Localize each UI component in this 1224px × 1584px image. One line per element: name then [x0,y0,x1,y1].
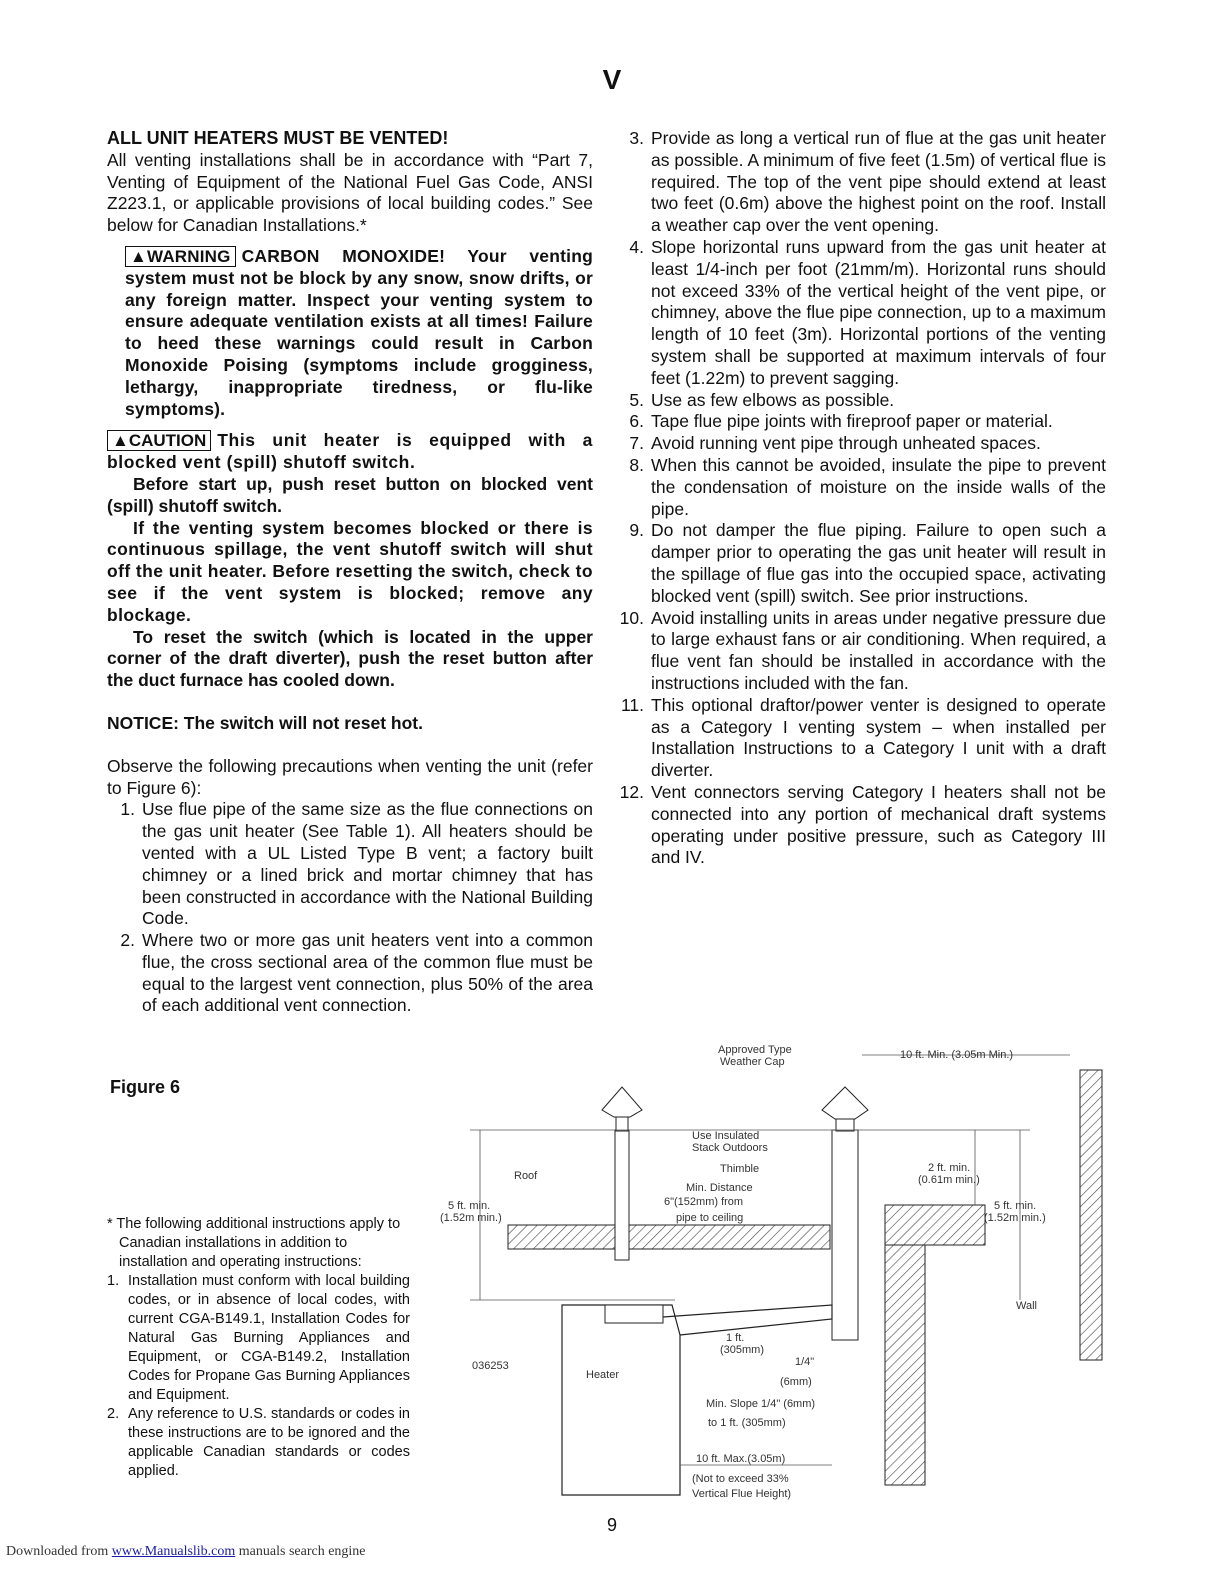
list-item: 6. Tape flue pipe joints with fireproof paper or material. [629,411,1053,432]
vent-connector [663,1305,832,1335]
canadian-footnote [107,1215,410,1481]
download-suffix: manuals search engine [238,1544,366,1559]
caution-block [107,430,593,474]
heater-body [562,1305,680,1495]
manualslib-link[interactable]: www.Manualslib.com [111,1544,236,1559]
warning-text: CARBON MONOXIDE! Your venting system must not be block by any snow, snow drifts, or any foreign matter. Inspect your venting system to ensure adequate ventilation exists at all times! Failure to heed these warnings could result in Carbon Monoxide Poising (symptoms include grogginess, lethargy, inappropriate tiredness, or flu-like symptoms). [125,245,593,419]
notice: NOTICE: The switch will not reset hot. [107,712,423,733]
list-item: 9. Do not damper the flue piping. Failure to open such a damper prior to operating the gas unit heater will result in the spillage of flue gas into the occupied space, activating blocked vent (spill) switch. See prior instructions. [629,520,1106,606]
list-item: 7. Avoid running vent pipe through unheated spaces. [629,433,1041,454]
label-two-ft: 2 ft. min. [928,1162,971,1174]
right-weather-cap [822,1087,868,1119]
label-six-in: 6"(152mm) from [664,1196,744,1208]
precautions-list-left [107,799,593,1017]
label-five-ft-right-m: (1.52m min.) [984,1212,1046,1224]
wall [1080,1070,1102,1360]
venting-intro: All venting installations shall be in accordance with “Part 7, Venting of Equipment of the National Fuel Gas Code, ANSI Z223.1, or applicable provisions of local building codes.” See below for Canadian Installations.* [107,149,593,236]
building-block [885,1205,985,1245]
label-min-slope: Min. Slope 1/4" (6mm) [706,1398,816,1410]
label-five-ft-right: 5 ft. min. [994,1200,1037,1212]
footnote-list [107,1272,410,1481]
observe-text: Observe the following precautions when venting the unit (refer to Figure 6): [107,755,593,798]
venting-heading: ALL UNIT HEATERS MUST BE VENTED! [107,128,449,148]
roof-slab [508,1225,830,1249]
list-item: 2. Any reference to U.S. standards or codes in these instructions are to be ignored and the applicable Canadian standards or codes applied. [107,1406,410,1479]
caution-startup: Before start up, push reset button on blocked vent (spill) shutoff switch. [107,473,593,516]
list-item: 2. Where two or more gas unit heaters vent into a common flue, the cross sectional area of the common flue must be equal to the largest vent connection, plus 50% of the area of each additional vent connection. [120,930,593,1016]
left-weather-cap [602,1087,642,1117]
label-five-ft-left-m: (1.52m min.) [440,1212,502,1224]
label-pipe-to-ceiling: pipe to ceiling [676,1212,744,1224]
caution-blocked: If the venting system becomes blocked or there is continuous spillage, the vent shutoff switch will shut off the unit heater. Before resetting the switch, check to see if the vent system is blocked; remove any blockage. [107,517,593,625]
download-footer [6,1544,366,1560]
label-ten-max: 10 ft. Max.(3.05m) [696,1453,786,1465]
label-five-ft-left: 5 ft. min. [448,1200,491,1212]
label-wall: Wall [1016,1300,1037,1312]
left-vent-pipe [615,1130,629,1260]
list-item: 3. Provide as long a vertical run of flue at the gas unit heater as possible. A minimum of five feet (1.5m) of vertical flue is required. The top of the vent pipe should extend at least two feet (0.6m) above the highest point on the roof. Install a weather cap over the vent opening. [629,128,1106,236]
right-vent-pipe [832,1130,858,1340]
label-one-ft-m: (305mm) [720,1344,765,1356]
label-code: 036253 [472,1360,509,1372]
list-item: 5. Use as few elbows as possible. [629,389,895,410]
label-six-mm: (6mm) [780,1376,812,1388]
label-weather-cap: Weather Cap [720,1056,785,1068]
label-min-distance: Min. Distance [686,1182,753,1194]
label-roof: Roof [514,1170,538,1182]
warning-block [125,246,593,420]
warning-badge: ▲WARNING [125,246,236,267]
list-item: 12. Vent connectors serving Category I heaters shall not be connected into any portion of mechanical draft systems operating under positive pressure, such as Category III and IV. [619,781,1106,868]
list-item: 1. Installation must conform with local building codes, or in absence of local codes, with current CGA-B149.1, Installation Codes for Natural Gas Burning Appliances and Equipment, or CGA-B149.2, Installation Codes for Propane Gas Burning Appliances and Equipment. [107,1273,410,1403]
list-item: 1. Use flue pipe of the same size as the flue connections on the gas unit heater (See Table 1). All heaters should be vented with a UL Listed Type B vent; a factory built chimney or a lined brick and mortar chimney that has been constructed in accordance with the National Building Code. [120,799,593,929]
label-thimble: Thimble [720,1163,760,1175]
label-stack-outdoors: Stack Outdoors [692,1142,768,1154]
label-approved: Approved Type [718,1044,792,1056]
download-prefix: Downloaded from [6,1544,109,1559]
list-item: 8. When this cannot be avoided, insulate the pipe to prevent the condensation of moisture on the inside walls of the pipe. [629,454,1106,519]
section-title: V [602,64,622,95]
label-heater: Heater [586,1369,620,1381]
footnote-intro: * The following additional instructions apply to Canadian installations in addition to installation and operating instructions: [107,1216,401,1270]
building-column [885,1245,925,1485]
label-two-ft-m: (0.61m min.) [918,1174,980,1186]
label-not-exceed: (Not to exceed 33% [692,1473,789,1485]
label-ten-min: 10 ft. Min. (3.05m Min.) [900,1049,1014,1061]
caution-badge: ▲CAUTION [107,430,211,451]
label-use-insulated: Use Insulated [692,1130,760,1142]
label-one-ft: 1 ft. [726,1332,745,1344]
precautions-list-right [616,128,1106,869]
page-number: 9 [606,1515,617,1535]
caution-reset: To reset the switch (which is located in the upper corner of the draft diverter), push the reset button after the duct furnace has cooled down. [107,626,593,691]
figure-label: Figure 6 [110,1077,181,1097]
right-column [616,128,1106,869]
label-quarter: 1/4" [795,1356,815,1368]
list-item: 4. Slope horizontal runs upward from the gas unit heater at least 1/4-inch per foot (21mm/m). Horizontal runs should not exceed 33% of the vertical height of the vent pipe, or chimney, above the flue pipe connection, up to a maximum length of 10 feet (3m). Horizontal portions of the venting system shall be supported at maximum intervals of four feet (1.22m) to prevent sagging. [629,236,1106,388]
venting-diagram [430,1035,1110,1505]
list-item: 10. Avoid installing units in areas under negative pressure due to large exhaust fans or air conditioning. When required, a flue vent fan should be installed in accordance with the instructions included with the fan. [619,607,1106,693]
left-column [107,128,593,1017]
caution-text: This unit heater is equipped with a blocked vent (spill) shutoff switch. [107,430,593,473]
label-to-one-ft: to 1 ft. (305mm) [708,1417,786,1429]
list-item: 11. This optional draftor/power venter is designed to operate as a Category I venting system – when installed per Installation Instructions to a Category I unit with a draft diverter. [620,694,1106,781]
label-vertical-flue: Vertical Flue Height) [692,1488,792,1500]
